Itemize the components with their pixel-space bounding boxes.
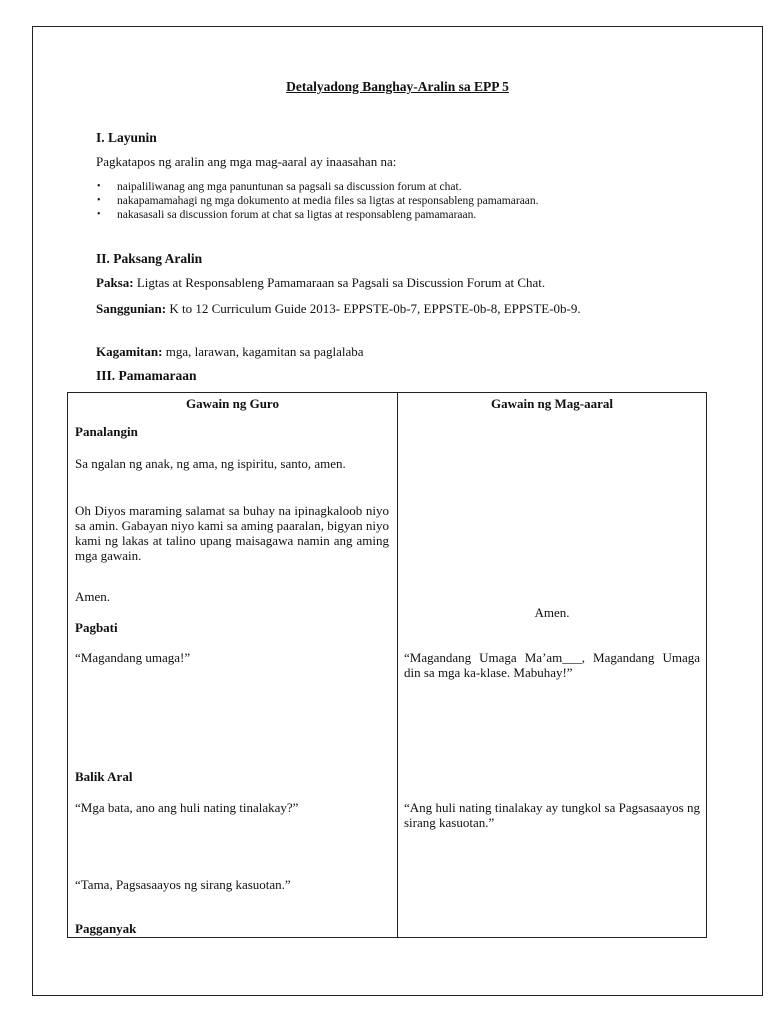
pagganyak-heading: Pagganyak — [75, 921, 137, 936]
bullet-text: naipaliliwanag ang mga panuntunan sa pagsali sa discussion forum at chat. — [117, 181, 462, 193]
guro-amen: Amen. — [75, 589, 111, 604]
section-layunin-heading: I. Layunin — [96, 130, 157, 145]
section-pamamaraan-heading: III. Pamamaraan — [96, 368, 197, 383]
bullet-text: nakapamamahagi ng mga dokumento at media files sa ligtas at responsableng pamamaraan. — [117, 195, 539, 207]
guro-balik-aral-1: “Mga bata, ano ang huli nating tinalakay?” — [75, 800, 299, 815]
sanggunian-label: Sanggunian: — [96, 301, 167, 316]
document-page — [32, 26, 763, 996]
paksa-value: Ligtas at Responsableng Pamamaraan sa Pagsali sa Discussion Forum at Chat. — [136, 275, 546, 290]
list-item — [96, 180, 616, 194]
column-header-mag-aaral: Gawain ng Mag-aaral — [490, 396, 614, 411]
guro-pagbati: “Magandang umaga!” — [75, 650, 191, 665]
bullet-icon: • — [97, 195, 101, 206]
list-item — [96, 208, 616, 222]
bullet-icon: • — [97, 209, 101, 220]
guro-balik-aral-2: “Tama, Pagsasaayos ng sirang kasuotan.” — [75, 877, 291, 892]
mag-aaral-balik-aral: “Ang huli nating tinalakay ay tungkol sa Pagsasaayos ng sirang kasuotan.” — [404, 800, 700, 830]
list-item — [96, 194, 616, 208]
guro-panalangin-1: Sa ngalan ng anak, ng ama, ng ispiritu, santo, amen. — [75, 456, 346, 471]
balik-aral-heading: Balik Aral — [75, 769, 133, 784]
layunin-intro: Pagkatapos ng aralin ang mga mag-aaral ay inaasahan na: — [96, 154, 397, 169]
guro-panalangin-2: Oh Diyos maraming salamat sa buhay na ipinagkaloob niyo sa amin. Gabayan niyo kami sa aming paaralan, bigyan niyo kami ng lakas at talino upang maisagawa namin ang aming mga gawain. — [75, 503, 389, 563]
sanggunian-value: K to 12 Curriculum Guide 2013- EPPSTE-0b-7, EPPSTE-0b-8, EPPSTE-0b-9. — [169, 301, 581, 316]
kagamitan-value: mga, larawan, kagamitan sa paglalaba — [165, 344, 364, 359]
panalangin-heading: Panalangin — [75, 424, 138, 439]
column-header-guro: Gawain ng Guro — [186, 396, 279, 411]
pamamaraan-table — [67, 392, 707, 938]
bullet-icon: • — [97, 181, 101, 192]
document-title: Detalyadong Banghay-Aralin sa EPP 5 — [286, 79, 509, 94]
kagamitan-line — [96, 345, 676, 359]
kagamitan-label: Kagamitan: — [96, 344, 163, 359]
paksa-label: Paksa: — [96, 275, 134, 290]
pagbati-heading: Pagbati — [75, 620, 118, 635]
column-divider — [397, 393, 398, 937]
bullet-text: nakasasali sa discussion forum at chat sa ligtas at responsableng pamamaraan. — [117, 209, 477, 221]
layunin-bullet-list — [96, 180, 616, 222]
section-paksang-aralin-heading: II. Paksang Aralin — [96, 251, 203, 266]
paksa-line — [96, 276, 676, 290]
mag-aaral-pagbati: “Magandang Umaga Ma’am___, Magandang Umaga din sa mga ka-klase. Mabuhay!” — [404, 650, 700, 680]
sanggunian-line — [96, 302, 668, 316]
mag-aaral-amen: Amen. — [534, 605, 570, 620]
